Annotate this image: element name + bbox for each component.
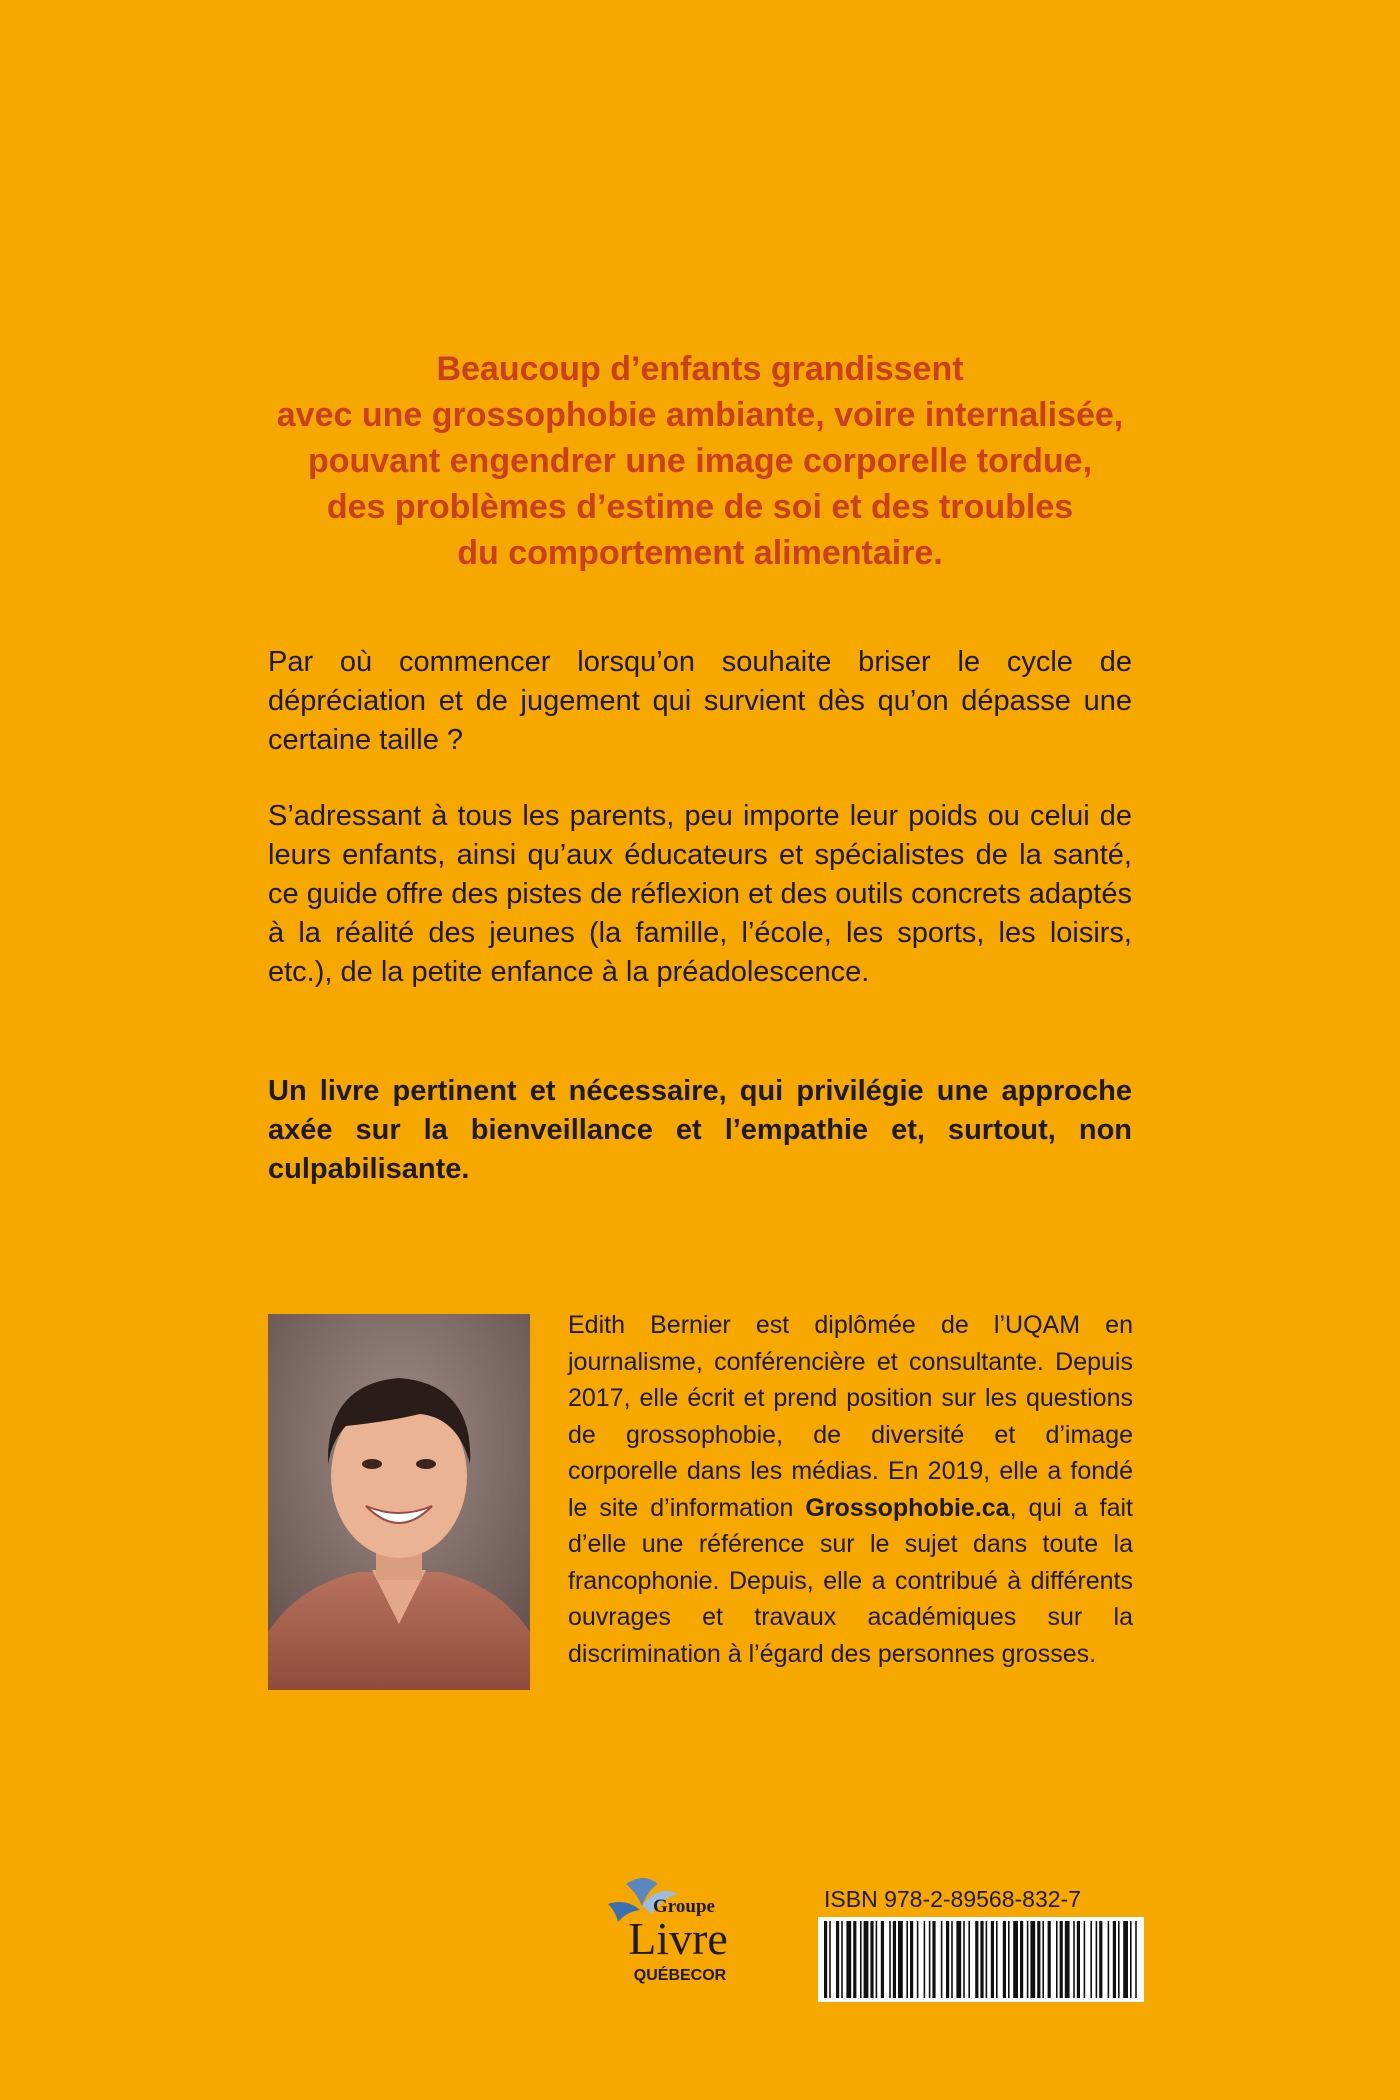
barcode-bar [1013,1921,1018,1998]
pitch-line: du comportement alimentaire. [457,534,943,572]
barcode-bar [1096,1921,1098,1998]
question-paragraph: Par où commencer lorsqu’on souhaite briser le cycle de dépréciation et de jugement qui survient dès qu’on dépasse une certaine taille ? [268,646,1132,756]
barcode-bar [1056,1921,1058,1998]
barcode-bar [881,1921,884,1998]
barcode-bar [876,1921,878,1998]
barcode-bar [1027,1921,1029,1998]
barcode-bar [1037,1921,1040,1998]
pitch-line: Beaucoup d’enfants grandissent [436,350,964,388]
barcode-bar [956,1921,961,1998]
website-name: Grossophobie.ca [805,1493,1010,1522]
barcode-bar [917,1921,919,1998]
conclusion-paragraph: Un livre pertinent et nécessaire, qui privilégie une approche axée sur la bienveillance et l’empathie et, surtout, non culpabilisante. [268,1075,1132,1185]
barcode-bar [1060,1921,1063,1998]
barcode-bar [1099,1921,1102,1998]
pitch-line: pouvant engendrer une image corporelle tordue, [307,442,1093,480]
barcode-bar [1084,1921,1086,1998]
logo-line-3: QUÉBECOR [633,1967,727,1984]
barcode-bar [906,1921,908,1998]
barcode-bar [1108,1921,1110,1998]
barcode-bar [946,1921,949,1998]
logo-line-1: Groupe [653,1896,715,1917]
barcode-bar [1048,1921,1051,1998]
author-photo [268,1314,530,1690]
barcode-bar [1130,1921,1132,1998]
barcode-bar [870,1921,873,1998]
barcode-bar [1118,1921,1120,1998]
isbn-number: ISBN 978-2-89568-832-7 [824,1886,1081,1912]
barcode-bar [864,1921,869,1998]
barcode-bar [889,1921,891,1998]
barcode-bar [941,1921,943,1998]
barcode-bar [996,1921,998,1998]
barcode-bar [860,1921,862,1998]
barcode-bar [824,1921,827,1998]
barcode-bar [1123,1921,1128,1998]
pitch-line: avec une grossophobie ambiante, voire internalisée, [276,396,1124,434]
barcode-bar [836,1921,839,1998]
bio-text: Edith Bernier est diplômée de l’UQAM en journalisme, conférencière et consultante. Depuis 2017, elle écrit et prend position sur les questions de grossophobie, de diversité et d’image corporelle dans les médias. En 2019, elle a fondé le site d’information [568,1311,1133,1522]
audience-paragraph: S’adressant à tous les parents, peu importe leur poids ou celui de leurs enfants, ainsi qu’aux éducateurs et spécialistes de la santé, ce guide offre des pistes de réflexion et des outils concrets adaptés à la réalité des jeunes (la famille, l’école, les sports, les loisirs, etc.), de la petite enfance à la préadolescence. [268,800,1132,988]
barcode-bar [924,1921,926,1998]
barcode-bar [991,1921,994,1998]
barcode-bar [1065,1921,1070,1998]
barcode-bar [893,1921,896,1998]
barcode-bar [841,1921,843,1998]
barcode [818,1917,1144,2002]
barcode-bar [853,1921,856,1998]
pitch-line: des problèmes d’estime de soi et des troubles [326,488,1074,526]
cover-pitch [180,346,1220,576]
barcode-bar [846,1921,851,1998]
barcode-bar [898,1921,903,1998]
bio-text: , qui a fait d’elle une référence sur le sujet dans toute la francophonie. Depuis, elle a contribué à différents ouvrages et travaux académiques sur la discrimination à l’égard des personnes grosses. [568,1493,1133,1668]
barcode-bar [951,1921,953,1998]
barcode-bar [1008,1921,1010,1998]
barcode-bar [932,1921,935,1998]
barcode-bar [986,1921,988,1998]
barcode-bar [910,1921,913,1998]
barcode-bar [1030,1921,1035,1998]
barcode-bar [1135,1921,1137,1998]
barcode-bar [980,1921,983,1998]
barcode-bar [963,1921,965,1998]
author-bio [568,1307,1133,1672]
barcode-bar [829,1921,831,1998]
barcode-bar [1020,1921,1023,1998]
barcode-bar [1077,1921,1080,1998]
logo-line-2: Livre [628,1913,728,1964]
barcode-bar [1073,1921,1075,1998]
publisher-logo [596,1854,766,2004]
barcode-bar [929,1921,931,1998]
barcode-bar [1090,1921,1092,1998]
barcode-bar [1113,1921,1116,1998]
barcode-bar [1042,1921,1044,1998]
barcode-bar [975,1921,978,1998]
barcode-bar [968,1921,970,1998]
barcode-bar [1003,1921,1006,1998]
